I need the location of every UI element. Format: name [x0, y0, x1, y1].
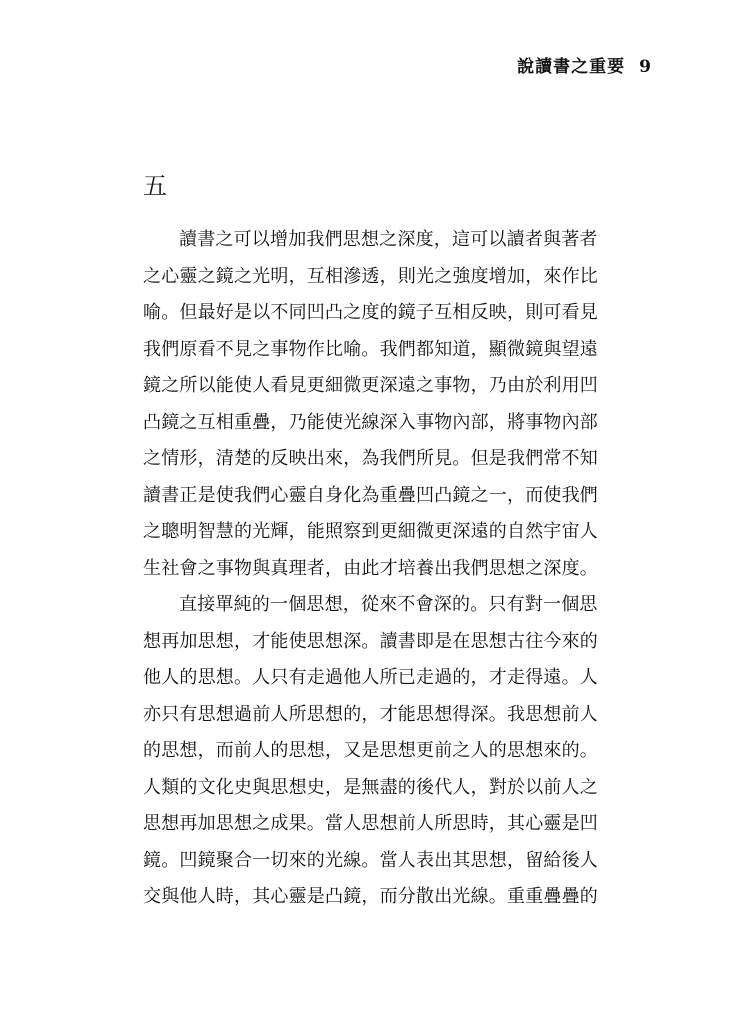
text-line: 想再加思想，才能使思想深。讀書即是在思想古往今來的 — [143, 630, 598, 652]
text-line: 凸鏡之互相重疊，乃能使光線深入事物內部，將事物內部 — [143, 411, 598, 433]
text-line: 鏡之所以能使人看見更細微更深遠之事物，乃由於利用凹 — [143, 375, 598, 396]
running-header — [517, 52, 652, 77]
text-line: 我們原看不見之事物作比喻。我們都知道，顯微鏡與望遠 — [143, 338, 598, 360]
text-line: 之情形，清楚的反映出來，為我們所見。但是我們常不知 — [143, 448, 598, 469]
page-number: 9 — [639, 57, 652, 77]
text-line: 生社會之事物與真理者，由此才培養出我們思想之深度。 — [143, 557, 598, 579]
text-line: 的思想，而前人的思想，又是思想更前之人的思想來的。 — [143, 740, 598, 761]
text-line: 亦只有思想過前人所思想的，才能思想得深。我思想前人 — [143, 703, 598, 725]
text-line: 他人的思想。人只有走過他人所已走過的，才走得遠。人 — [143, 667, 598, 688]
text-line: 讀書之可以增加我們思想之深度，這可以讀者與著者 — [179, 229, 598, 250]
body-text — [143, 222, 603, 916]
text-line: 喻。但最好是以不同凹凸之度的鏡子互相反映，則可看見 — [143, 302, 598, 323]
text-line: 之聰明智慧的光輝，能照察到更細微更深遠的自然宇宙人 — [143, 521, 598, 542]
text-line: 交與他人時，其心靈是凸鏡，而分散出光線。重重疊疊的 — [143, 886, 598, 907]
text-line: 思想再加思想之成果。當人思想前人所思時，其心靈是凹 — [143, 813, 598, 834]
text-line: 鏡。凹鏡聚合一切來的光線。當人表出其思想，留給後人 — [143, 849, 598, 871]
text-line: 人類的文化史與思想史，是無盡的後代人，對於以前人之 — [143, 776, 598, 798]
section-heading: 五 — [143, 172, 167, 200]
text-line: 之心靈之鏡之光明，互相滲透，則光之強度增加，來作比 — [143, 265, 598, 287]
running-header-title: 說讀書之重要 — [517, 57, 626, 77]
text-line: 直接單純的一個思想，從來不會深的。只有對一個思 — [179, 594, 598, 615]
text-line: 讀書正是使我們心靈自身化為重疊凹凸鏡之一，而使我們 — [143, 484, 598, 506]
